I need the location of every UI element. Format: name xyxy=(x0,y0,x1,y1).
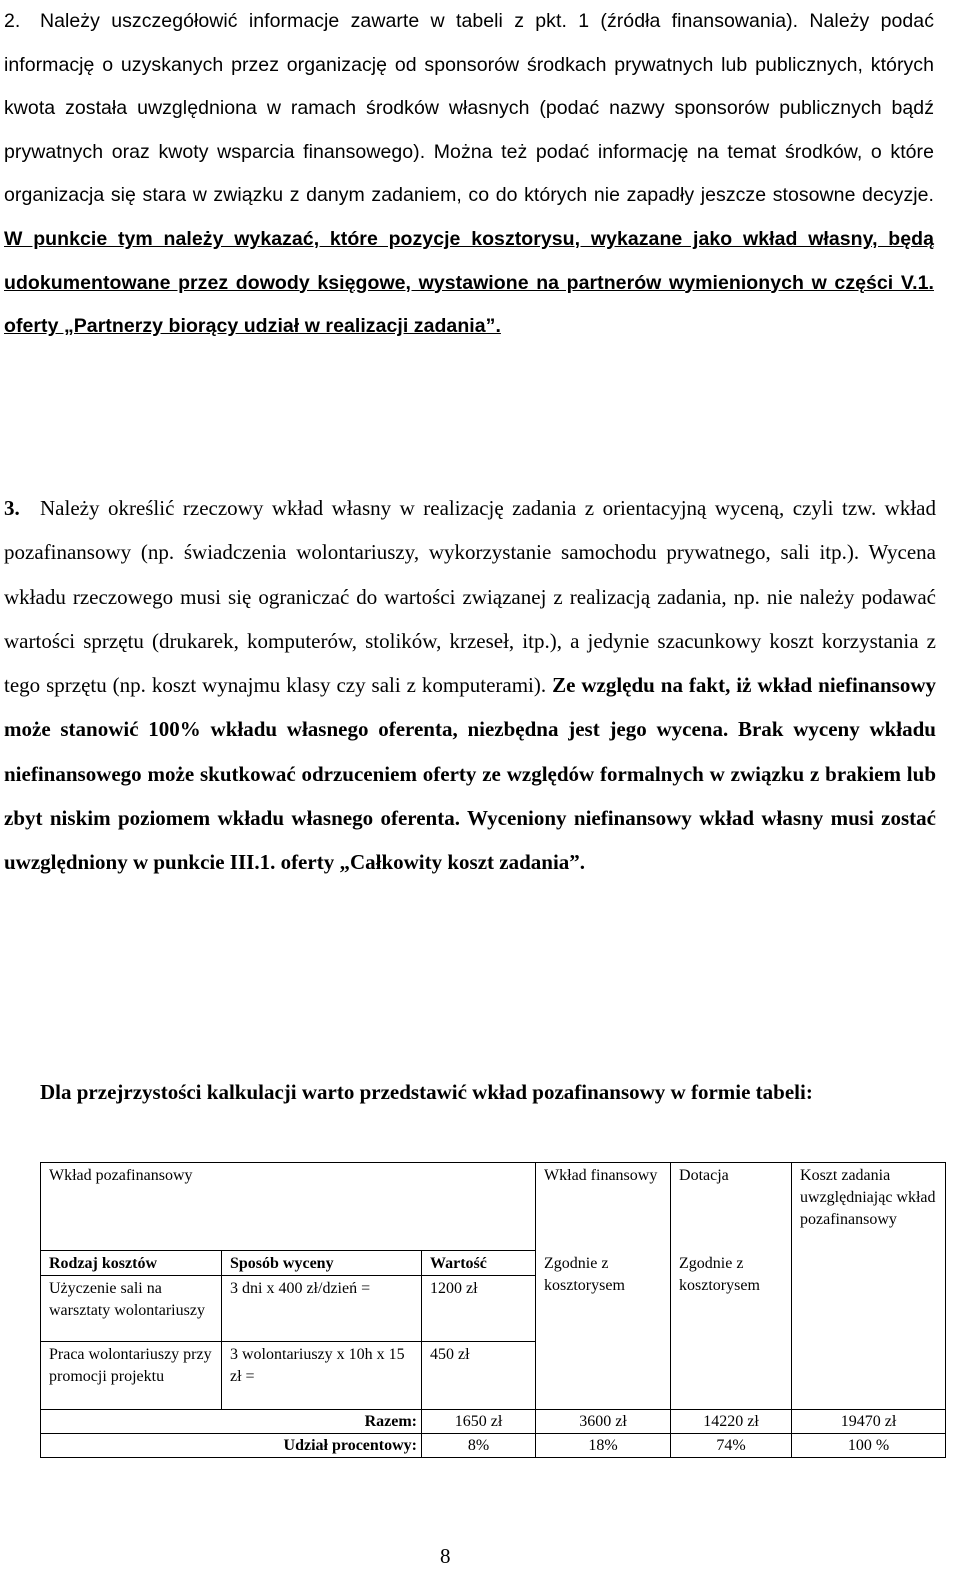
header-total-cost: Koszt zadania uwzględniając wkład pozafinansowy xyxy=(792,1163,946,1410)
row-2-method: 3 wolontariuszy x 10h x 15 zł = xyxy=(222,1342,422,1410)
nonfinancial-contribution-table xyxy=(40,1162,946,1458)
row-1-value: 1200 zł xyxy=(422,1276,536,1342)
header-grant: Dotacja xyxy=(671,1163,792,1251)
grant-note: Zgodnie z kosztorysem xyxy=(671,1251,792,1410)
section-2-emphasis: W punkcie tym należy wykazać, które pozycje kosztorysu, wykazane jako wkład własny, będą udokumentowane przez dowody księgowe, wystawione na partnerów wymienionych w części V.1. oferty „Partnerzy biorący udział w realizacji zadania”. xyxy=(4,227,934,338)
section-2-number: 2. xyxy=(4,10,21,32)
subheader-value: Wartość xyxy=(422,1251,536,1276)
page-number: 8 xyxy=(440,1544,451,1568)
section-3-paragraph xyxy=(4,486,936,885)
section-3-text: Należy określić rzeczowy wkład własny w realizację zadania z orientacyjną wyceną, czyli tzw. wkład pozafinansowy (np. świadczenia wolontariuszy, wykorzystanie samochodu prywatnego, sali itp.). Wycena wkładu rzeczowego musi się ograniczać do wartości związanej z realizacją zadania, np. nie należy podawać wartości sprzętu (drukarek, komputerów, stolików, krzeseł, itp.), a jedynie szacunkowy koszt korzystania z tego sprzętu (np. koszt wynajmu klasy czy sali z komputerami). xyxy=(4,496,936,698)
percentage-row xyxy=(41,1434,946,1458)
section-2-text: Należy uszczegółowić informacje zawarte w tabeli z pkt. 1 (źródła finansowania). Należy podać informację o uzyskanych przez organizację od sponsorów środkach prywatnych lub publicznych, których kwota została uwzględniona w ramach środków własnych (podać nazwy sponsorów publicznych bądź prywatnych oraz kwoty wsparcia finansowego). Można też podać informację na temat środków, o które organizacja się stara w związku z danym zadaniem, co do których nie zapadły jeszcze stosowne decyzje. xyxy=(4,10,934,207)
sum-row xyxy=(41,1410,946,1434)
sum-nonfinancial: 1650 zł xyxy=(422,1410,536,1434)
header-nonfinancial: Wkład pozafinansowy xyxy=(41,1163,536,1251)
row-1-cost-type: Użyczenie sali na warsztaty wolontariuszy xyxy=(41,1276,222,1342)
sum-label: Razem: xyxy=(41,1410,422,1434)
sum-financial: 3600 zł xyxy=(536,1410,671,1434)
percentage-nonfinancial: 8% xyxy=(422,1434,536,1458)
sum-grant: 14220 zł xyxy=(671,1410,792,1434)
percentage-total: 100 % xyxy=(792,1434,946,1458)
sum-total: 19470 zł xyxy=(792,1410,946,1434)
row-1-method: 3 dni x 400 zł/dzień = xyxy=(222,1276,422,1342)
section-3-number: 3. xyxy=(4,496,20,520)
percentage-financial: 18% xyxy=(536,1434,671,1458)
section-3-bold-text: Ze względu na fakt, iż wkład niefinansowy może stanowić 100% wkładu własnego oferenta, niezbędna jest jego wycena. Brak wyceny wkładu niefinansowego może skutkować odrzuceniem oferty ze względów formalnych w związku z brakiem lub zbyt niskim poziomem wkładu własnego oferenta. Wyceniony niefinansowy wkład własny musi zostać uwzględniony w punkcie III.1. oferty „Całkowity koszt zadania”. xyxy=(4,673,936,875)
financial-note: Zgodnie z kosztorysem xyxy=(536,1251,671,1410)
row-2-value: 450 zł xyxy=(422,1342,536,1410)
subheader-valuation-method: Sposób wyceny xyxy=(222,1251,422,1276)
percentage-label: Udział procentowy: xyxy=(41,1434,422,1458)
header-financial: Wkład finansowy xyxy=(536,1163,671,1251)
section-2-paragraph xyxy=(4,0,934,349)
percentage-grant: 74% xyxy=(671,1434,792,1458)
row-2-cost-type: Praca wolontariuszy przy promocji projektu xyxy=(41,1342,222,1410)
table-heading: Dla przejrzystości kalkulacji warto przedstawić wkład pozafinansowy w formie tabeli: xyxy=(40,1080,813,1104)
subheader-cost-type: Rodzaj kosztów xyxy=(41,1251,222,1276)
